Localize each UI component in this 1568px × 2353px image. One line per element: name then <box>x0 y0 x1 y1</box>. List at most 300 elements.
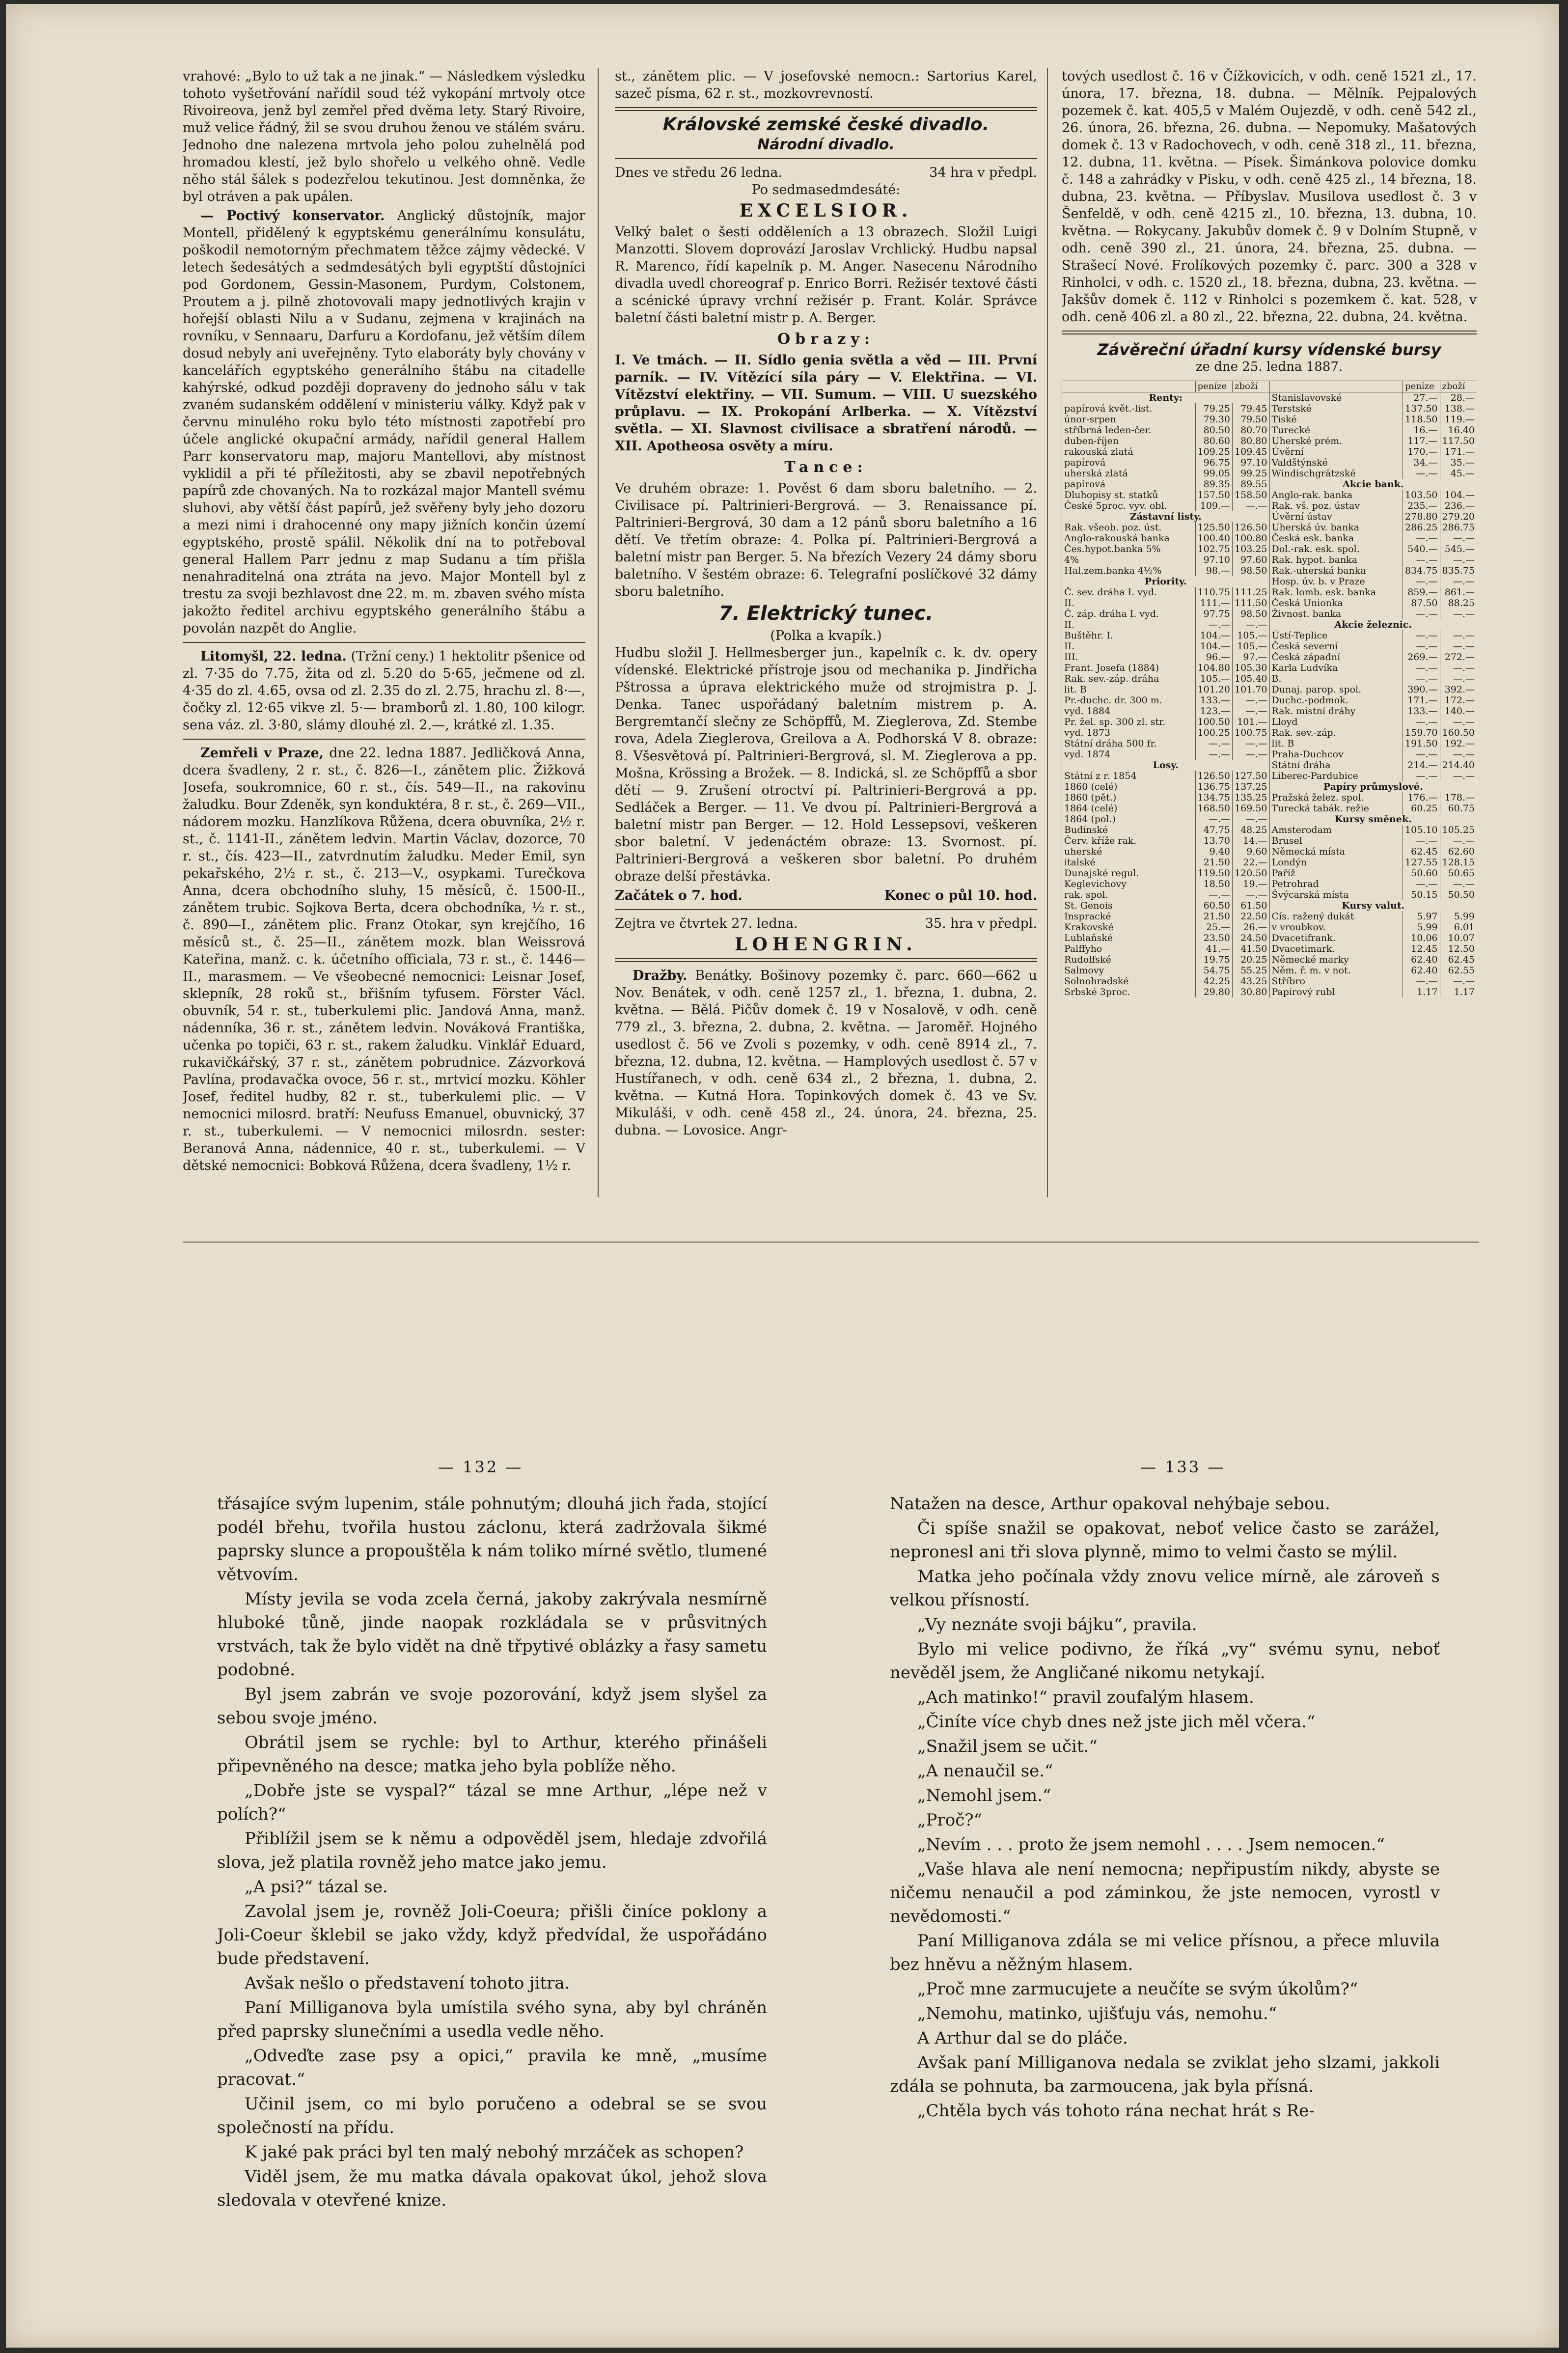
book-paragraph: třásajíce svým lupenim, stále pohnutým; dlouhá jich řada, stojící podél břehu, tvořila hustou záclonu, která zadržovala šikmé paprsky slunce a propouštěla k nám toliko mírné světlo, tlumené větvovím. <box>217 1494 767 1584</box>
security-name: Inspracké <box>1062 911 1196 922</box>
price-goods: 103.25 <box>1233 544 1269 554</box>
column-right <box>1062 68 1477 1197</box>
price-money: 87.50 <box>1403 598 1440 609</box>
column-header: peníze <box>1403 381 1440 392</box>
book-paragraph: Paní Milliganova byla umístila svého syna, aby byl chráněn před paprsky slunečními a usedla vedle něho. <box>217 1998 767 2041</box>
price-goods: —.— <box>1440 663 1477 673</box>
price-money: 109.25 <box>1195 446 1232 457</box>
price-money: 235.— <box>1403 500 1440 511</box>
divider <box>615 107 1037 111</box>
price-money: 390.— <box>1403 684 1440 695</box>
price-goods: —.— <box>1440 717 1477 727</box>
article-deaths-cont: st., zánětem plic. — V josefovské nemocn.: Sartorius Karel, sazeč písma, 62 r. st., mozkovrevností. <box>615 69 1037 101</box>
price-money: 25.— <box>1195 922 1232 933</box>
price-money: 101.20 <box>1195 684 1232 695</box>
table-row <box>1062 814 1269 825</box>
price-money: 18.50 <box>1195 879 1232 889</box>
table-row <box>1062 943 1269 954</box>
security-name: Srbské 3proc. <box>1062 987 1196 997</box>
theatre-subtitle: Národní divadlo. <box>757 136 895 153</box>
security-name: Pražská želez. spol. <box>1269 792 1403 803</box>
table-row <box>1062 749 1269 760</box>
table-row <box>1062 976 1269 987</box>
price-goods: 9.60 <box>1233 846 1269 857</box>
price-goods: 98.50 <box>1233 565 1269 576</box>
price-money: 10.06 <box>1403 933 1440 943</box>
price-goods: —.— <box>1440 630 1477 641</box>
section-label: Renty: <box>1062 392 1269 404</box>
security-name: Stříbro <box>1269 976 1403 987</box>
security-name: Hal.zem.banka 4½% <box>1062 565 1196 576</box>
security-name: Dol.-rak. esk. spol. <box>1269 544 1403 554</box>
price-money: 191.50 <box>1403 738 1440 749</box>
table-row <box>1269 630 1477 641</box>
price-goods: 286.75 <box>1440 522 1477 533</box>
price-money: 100.40 <box>1195 533 1232 544</box>
price-money: 859.— <box>1403 587 1440 598</box>
column-divider <box>1047 68 1048 1197</box>
table-row <box>1269 749 1477 760</box>
tunnel-heading: 7. Elektrický tunec. <box>718 602 934 625</box>
price-goods: 172.— <box>1440 695 1477 706</box>
security-name: Lublaňské <box>1062 933 1196 943</box>
table-section-row <box>1062 392 1269 404</box>
price-money: —.— <box>1403 641 1440 652</box>
security-name: vyd. 1873 <box>1062 727 1196 738</box>
security-name: 1860 (celé) <box>1062 781 1196 792</box>
price-goods: 236.— <box>1440 500 1477 511</box>
column-left <box>183 68 585 1197</box>
price-money: 80.60 <box>1195 436 1232 446</box>
price-goods: 50.65 <box>1440 868 1477 879</box>
price-money: 96.— <box>1195 652 1232 663</box>
price-goods: 61.50 <box>1233 900 1269 911</box>
price-goods: 128.15 <box>1440 857 1477 868</box>
price-money: 119.50 <box>1195 868 1232 879</box>
table-row <box>1062 727 1269 738</box>
price-goods: 100.75 <box>1233 727 1269 738</box>
play-title: EXCELSIOR. <box>739 200 913 221</box>
price-goods: 5.99 <box>1440 911 1477 922</box>
price-money: 97.75 <box>1195 609 1232 619</box>
security-name: II. <box>1062 598 1196 609</box>
price-money: 100.25 <box>1195 727 1232 738</box>
security-name: Papírový rubl <box>1269 987 1403 997</box>
section-label: Kursy valut. <box>1269 900 1477 911</box>
price-money: 54.75 <box>1195 965 1232 976</box>
table-row <box>1269 522 1477 533</box>
price-goods: 171.— <box>1440 446 1477 457</box>
table-row <box>1269 587 1477 598</box>
price-money: 5.97 <box>1403 911 1440 922</box>
price-money: —.— <box>1403 468 1440 479</box>
price-goods: 35.— <box>1440 457 1477 468</box>
price-money: —.— <box>1195 738 1232 749</box>
price-money: 125.50 <box>1195 522 1232 533</box>
price-money: 133.— <box>1195 695 1232 706</box>
security-name: České 5proc. vyv. obl. <box>1062 500 1196 511</box>
price-goods: 101.— <box>1233 717 1269 727</box>
book-page-left <box>217 1492 767 2213</box>
table-row <box>1062 479 1269 490</box>
table-row <box>1269 857 1477 868</box>
price-money: 21.50 <box>1195 911 1232 922</box>
security-name: lit. B <box>1062 684 1196 695</box>
scenes-list: I. Ve tmách. — II. Sídlo genia světla a věd — III. První parník. — IV. Vítězící síla páry — V. Elektřina. — VI. Vítězství elektřiny. — VII. Sumum. — VIII. U suezského průplavu. — IX. Prokopání Arlberka. — X. Vítězství světla. — XI. Slavnost civilisace a sbratření národů. — XII. Apotheosa osvěty a míru. <box>615 353 1037 454</box>
security-name: Rak. lomb. esk. banka <box>1269 587 1403 598</box>
table-row <box>1269 554 1477 565</box>
price-money: 62.40 <box>1403 965 1440 976</box>
security-name: Krakovské <box>1062 922 1196 933</box>
table-row <box>1269 771 1477 781</box>
table-row <box>1269 457 1477 468</box>
book-paragraph: „Vaše hlava ale není nemocna; nepřipustím nikdy, abyste se ničemu nenaučil a pod záminkou, že jste nemocen, vyrostl v nevědomosti.“ <box>890 1859 1440 1926</box>
section-label: Priority. <box>1062 576 1269 587</box>
table-row <box>1269 576 1477 587</box>
price-money: 80.50 <box>1195 425 1232 436</box>
price-money: —.— <box>1403 717 1440 727</box>
security-name: rakouská zlatá <box>1062 446 1196 457</box>
security-name: Česká severní <box>1269 641 1403 652</box>
price-goods: 105.25 <box>1440 825 1477 835</box>
price-money: 170.— <box>1403 446 1440 457</box>
price-goods: 137.25 <box>1233 781 1269 792</box>
table-row <box>1062 425 1269 436</box>
price-goods: 41.50 <box>1233 943 1269 954</box>
table-row <box>1062 717 1269 727</box>
book-paragraph: Natažen na desce, Arthur opakoval nehýbaje sebou. <box>890 1494 1330 1514</box>
table-row <box>1062 900 1269 911</box>
price-goods: —.— <box>1233 500 1269 511</box>
price-money: 159.70 <box>1403 727 1440 738</box>
performance-number: 34 hra v předpl. <box>929 165 1037 180</box>
price-goods: 178.— <box>1440 792 1477 803</box>
table-row <box>1062 792 1269 803</box>
table-row <box>1269 652 1477 663</box>
table-row <box>1062 652 1269 663</box>
book-paragraph: Učinil jsem, co mi bylo poručeno a odebral se se svou společností na přídu. <box>217 2094 767 2137</box>
price-money: 50.60 <box>1403 868 1440 879</box>
security-name: uherská zlatá <box>1062 468 1196 479</box>
price-money: 16.— <box>1403 425 1440 436</box>
book-page-right <box>890 1492 1440 2124</box>
table-row <box>1062 609 1269 619</box>
article-title: Litomyšl, 22. ledna. <box>200 649 347 664</box>
price-money: 105.— <box>1195 673 1232 684</box>
security-name: Pr.-duchc. dr. 300 m. <box>1062 695 1196 706</box>
page-number-left: — 132 — <box>438 1458 523 1476</box>
price-goods: —.— <box>1233 889 1269 900</box>
security-name: uherské <box>1062 846 1196 857</box>
price-goods: 80.80 <box>1233 436 1269 446</box>
table-row <box>1062 403 1269 414</box>
table-row <box>1269 727 1477 738</box>
table-row <box>1269 846 1477 857</box>
column-header: zboží <box>1233 381 1269 392</box>
book-paragraph: „Činíte více chyb dnes než jste jich měl včera.“ <box>917 1712 1316 1732</box>
article-body: Benátky. Bošinovy pozemky č. parc. 660—662 u Nov. Benátek, v odh. ceně 1257 zl., 1. března, 1. dubna, 2. května. — Bělá. Pičův domek č. 19 v Nosalově, v odh. ceně 779 zl., 3. března, 2. dubna, 2. května. — Jaroměř. Hojného usedlost č. 56 ve Zvoli s pozemky, v odh. ceně 8914 zl., 7. března, 12. dubna, 12. května. — Hamplových usedlost č. 57 v Hustířanech, v odh. ceně 634 zl., 2 března, 1. dubna, 2. května. — Kutná Hora. Topinkových domek č. 43 ve Sv. Mikuláši, v odh. ceně 458 zl., 24. února, 24. března, 25. dubna. — Lovosice. Angr- <box>615 968 1037 1138</box>
table-row <box>1269 684 1477 695</box>
table-row <box>1269 403 1477 414</box>
price-money: 96.75 <box>1195 457 1232 468</box>
price-goods: 192.— <box>1440 738 1477 749</box>
table-section-row <box>1269 900 1477 911</box>
end-time: Konec o půl 10. hod. <box>884 888 1037 903</box>
security-name: Č. záp. dráha I. vyd. <box>1062 609 1196 619</box>
dances-heading: Tance: <box>784 459 868 476</box>
book-paragraph: „Snažil jsem se učit.“ <box>917 1737 1098 1756</box>
table-section-row <box>1062 576 1269 587</box>
table-row <box>1269 933 1477 943</box>
security-name: Anglo-rakouská banka <box>1062 533 1196 544</box>
table-row <box>1062 630 1269 641</box>
security-name: Ústí-Teplice <box>1269 630 1403 641</box>
stock-table-left <box>1062 381 1269 997</box>
price-goods: 20.25 <box>1233 954 1269 965</box>
book-paragraph: „Odveďte zase psy a opici,“ pravila ke mně, „musíme pracovat.“ <box>217 2046 767 2089</box>
price-money: 176.— <box>1403 792 1440 803</box>
tomorrow-row <box>615 915 1037 932</box>
price-money: 89.35 <box>1195 479 1232 490</box>
price-goods: 169.50 <box>1233 803 1269 814</box>
price-goods: 127.50 <box>1233 771 1269 781</box>
security-name: Dvacetifrank. <box>1269 933 1403 943</box>
table-row <box>1269 954 1477 965</box>
price-goods: 100.80 <box>1233 533 1269 544</box>
divider <box>615 958 1037 962</box>
price-goods: —.— <box>1440 554 1477 565</box>
price-money: 47.75 <box>1195 825 1232 835</box>
table-row <box>1062 868 1269 879</box>
article-auctions-cont: tových usedlost č. 16 v Čížkovicích, v odh. ceně 1521 zl., 17. února, 17. března, 18. dubna. — Mělník. Pejpalových pozemek č. kat. 405,5 v Malém Oujezdě, v odh. ceně 542 zl., 26. února, 26. března, 26. dubna. — Nepomuky. Mašatových domek č. 13 v Radochovech, v odh. ceně 318 zl., 11. března, 12. dubna, 11. května. — Písek. Šimánkova polovice domku č. 148 a zahrádky v Pisku, v odh. ceně 425 zl., 14 března, 18. dubna, 23. května. — Příbyslav. Musilova usedlost č. 3 v Šenfeldě, v odh. ceně 4215 zl., 10. března, 13. dubna, 10. května. — Rokycany. Jakubův domek č. 9 v Dolním Stupně, v odh. ceně 390 zl., 21. února, 24. března, 25. dubna. — Strašecí Nové. Frolíkových pozemky č. parc. 300 a 328 v Rinholci, v odh. c. 1520 zl., 18. března, dubna, 23. května. — Jakšův domek č. 112 v Rinholci s pozemkem č. kat. 528, v odh. ceně 406 zl. a 80 zl., 22. března, 22. dubna, 24. května. <box>1062 69 1477 325</box>
security-name: Rak. sev.-záp. <box>1269 727 1403 738</box>
security-name: Anglo-rak. banka <box>1269 490 1403 500</box>
price-money: 100.50 <box>1195 717 1232 727</box>
price-goods: —.— <box>1440 976 1477 987</box>
price-money: 21.50 <box>1195 857 1232 868</box>
scenes-heading: Obrazy: <box>777 331 875 348</box>
book-paragraph: Viděl jsem, že mu matka dávala opakovat úkol, jehož slova sledovala v otevřené knize. <box>217 2167 767 2210</box>
tunnel-description: Hudbu složil J. Hellmesberger jun., kapelník c. k. dv. opery vídenské. Elektrické přístroje jsou od mechanika p. Jindřicha Pštrossa a úprava elektrického muže od strojmistra p. J. Denka. Tanec uspořádaný baletním mistrem p. A. Bergremtančí slečny ze Schöpffů, M. Zieglerova, Zd. Stembe rova, Adela Zieglerova, Greilova a A. Podhorská V 8. obraze: 8. Všesvětová pí. Paltrinieri-Bergrová, sl. M. Zieglerova a pp. Mošna, Krössing a Brožek. — 8. Indická, sl. ze Schöpffů a sbor dětí — 9. Zrušení otroctví pí. Paltrinieri-Bergrová a pp. Sedláček a Berger. — 11. Ve dvou pí. Paltrinieri-Bergrová a baletní mistr pan Berger. — 12. Hold Lessepsovi, veškeren sbor baletní. V jedenáctém obraze: 13. Svornost. pí. Paltrinieri-Bergrová a veškeren sbor baletní. Po druhém obraze delší přestávka. <box>615 645 1037 884</box>
price-goods: 104.— <box>1440 490 1477 500</box>
table-row <box>1269 706 1477 717</box>
table-row <box>1269 868 1477 879</box>
price-goods: 392.— <box>1440 684 1477 695</box>
table-row <box>1269 468 1477 479</box>
security-name: Státní dráha <box>1269 760 1403 771</box>
security-name: Státní dráha 500 fr. <box>1062 738 1196 749</box>
security-name: stříbrná leden-čer. <box>1062 425 1196 436</box>
security-name: Rak. sev.-záp. dráha <box>1062 673 1196 684</box>
table-row <box>1269 889 1477 900</box>
price-goods: 62.55 <box>1440 965 1477 976</box>
performance-date-row <box>615 164 1037 181</box>
price-money: 110.75 <box>1195 587 1232 598</box>
price-money: —.— <box>1403 630 1440 641</box>
tunnel-subheading: (Polka a kvapík.) <box>770 628 882 643</box>
book-paragraph: „Nevím . . . proto že jsem nemohl . . . . Jsem nemocen.“ <box>917 1835 1385 1855</box>
security-name: Rak. místní dráhy <box>1269 706 1403 717</box>
article-konservator <box>183 207 585 637</box>
table-row <box>1062 738 1269 749</box>
table-row <box>1269 446 1477 457</box>
price-goods: 99.25 <box>1233 468 1269 479</box>
table-row <box>1269 835 1477 846</box>
table-row <box>1062 533 1269 544</box>
price-goods: 126.50 <box>1233 522 1269 533</box>
price-money: 134.75 <box>1195 792 1232 803</box>
table-row <box>1269 911 1477 922</box>
table-row <box>1062 457 1269 468</box>
price-goods: 140.— <box>1440 706 1477 717</box>
price-goods: 158.50 <box>1233 490 1269 500</box>
table-row <box>1062 933 1269 943</box>
table-row <box>1062 954 1269 965</box>
table-row <box>1062 554 1269 565</box>
performance-date: Dnes ve středu 26 ledna. <box>615 165 783 180</box>
security-name: II. <box>1062 619 1196 630</box>
security-name: Solnohradské <box>1062 976 1196 987</box>
security-name: Čes.hypot.banka 5% <box>1062 544 1196 554</box>
price-money: 103.50 <box>1403 490 1440 500</box>
security-name: Cís. ražený dukát <box>1269 911 1403 922</box>
security-name: III. <box>1062 652 1196 663</box>
security-name: Turecká tabák. režie <box>1269 803 1403 814</box>
price-money: —.— <box>1403 576 1440 587</box>
price-money: 9.40 <box>1195 846 1232 857</box>
table-row <box>1062 544 1269 554</box>
article-market-prices <box>183 648 585 734</box>
price-money: 157.50 <box>1195 490 1232 500</box>
book-paragraph: „Nemohl jsem.“ <box>917 1786 1051 1805</box>
security-name: Úvěrní ústav <box>1269 511 1403 522</box>
table-row <box>1062 522 1269 533</box>
price-goods: 55.25 <box>1233 965 1269 976</box>
table-row <box>1269 663 1477 673</box>
book-paragraph: „Ach matinko!“ pravil zoufalým hlasem. <box>917 1688 1254 1707</box>
table-row <box>1269 392 1477 404</box>
security-name: Rudolfské <box>1062 954 1196 965</box>
price-goods: 16.40 <box>1440 425 1477 436</box>
security-name: St. Genois <box>1062 900 1196 911</box>
article-body: dne 22. ledna 1887. Jedličková Anna, dcera švadleny, 2 r. st., č. 826—I., zánětem plic. Žižková Josefa, soukromnice, 60 r. st., čís. 549—II., na rakovinu žaludku. Bour Zdeněk, syn konduktéra, 8 r. st., č. 269—VII., nádorem mozku. Hanzlíkova Růžena, dcera obuvníka, 2½ r. st., č. 1141-II., zánětem ledvin. Martin Václav, dozorce, 70 r. st., čís. 423—II., zatvrdnutím žaludku. Meder Emil, syn pekařského, 2½ r. st., č. 213—V., osypkami. Turečkova Anna, dcera obchodního sluhy, 15 měsíců, č. 1500-II., zánětem trubic. Sojkova Berta, dcera obchodníka, ½ r. st., č. 890—I., zánětem plic. Franz Otokar, syn krejčího, 16 měsíců st., č. 25—II., zánětem mozk. blan Weissrová Kateřina, manž. c. k. účetního officiala, 73 r. st., č. 1446—II., marasmem. — Ve všeobecné nemocnici: Leisnar Josef, sklepník, 28 roků st., břišním tyfusem. Förster Václ. obuvník, 54 r. st., tuberkulemi plic. Jandová Anna, manž. nádenníka, 36 r. st., zánětem ledvin. Nováková Františka, učenka po topiči, 63 r. st., rakem žaludku. Vinklář Eduard, rukavičkářský, 37 r. st., zánětem pobrudnice. Zázvorková Pavlína, prodavačka ovoce, 56 r. st., mrtvicí mozku. Köhler Josef, ředitel hudby, 82 r. st., tuberkulemi plic. — V nemocnici milosrd. bratří: Neufuss Emanuel, obuvnický, 37 r. st., tuberkulemi. — V nemocnici milosrdn. sester: Beranová Anna, nádennice, 40 r. st., tuberkulemi. — V dětské nemocnici: Bobková Růžena, dcera švadleny, 1½ r. <box>183 746 585 1173</box>
security-name: Dvacetimark. <box>1269 943 1403 954</box>
table-row <box>1062 598 1269 609</box>
table-row <box>1062 436 1269 446</box>
price-money: 109.— <box>1195 500 1232 511</box>
start-time: Začátek o 7. hod. <box>615 888 743 903</box>
security-name: Něm. ř. m. v not. <box>1269 965 1403 976</box>
book-paragraph: „Proč mne zarmucujete a neučíte se svým úkolům?“ <box>917 1979 1358 1999</box>
price-goods: 19.— <box>1233 879 1269 889</box>
theatre-title: Královské zemské české divadlo. <box>662 114 990 135</box>
table-row <box>1269 425 1477 436</box>
price-money: —.— <box>1403 673 1440 684</box>
security-name: Liberec-Pardubice <box>1269 771 1403 781</box>
price-goods: 12.50 <box>1440 943 1477 954</box>
price-goods: 111.25 <box>1233 587 1269 598</box>
table-row <box>1062 911 1269 922</box>
table-row <box>1062 565 1269 576</box>
table-row <box>1269 598 1477 609</box>
price-goods: 272.— <box>1440 652 1477 663</box>
table-row <box>1269 436 1477 446</box>
security-name: Karla Ludvíka <box>1269 663 1403 673</box>
security-name: Rak. vš. poz. ústav <box>1269 500 1403 511</box>
table-row <box>1062 879 1269 889</box>
price-goods: 62.60 <box>1440 846 1477 857</box>
security-name: Brusel <box>1269 835 1403 846</box>
price-goods: 279.20 <box>1440 511 1477 522</box>
price-goods: —.— <box>1233 619 1269 630</box>
table-row <box>1062 695 1269 706</box>
price-money: —.— <box>1403 554 1440 565</box>
price-money: 41.— <box>1195 943 1232 954</box>
price-money: 13.70 <box>1195 835 1232 846</box>
security-name: papírová květ.-list. <box>1062 403 1196 414</box>
book-paragraph: „Chtěla bych vás tohoto rána nechat hrát s Re- <box>917 2101 1315 2121</box>
price-money: 133.— <box>1403 706 1440 717</box>
price-goods: 835.75 <box>1440 565 1477 576</box>
price-goods: 45.— <box>1440 468 1477 479</box>
price-goods: 138.— <box>1440 403 1477 414</box>
book-paragraph: Místy jevila se voda zcela černá, jakoby zakrývala nesmírně hluboké tůně, jinde naopak rozkládala se v průsvitných vrstvách, tak že bylo vidět na dně třpytivé oblázky a řasy sametu podobné. <box>217 1589 767 1680</box>
security-name: B. <box>1269 673 1403 684</box>
price-money: —.— <box>1403 749 1440 760</box>
security-name: Česká Unionka <box>1269 598 1403 609</box>
price-goods: 101.70 <box>1233 684 1269 695</box>
table-section-row <box>1062 760 1269 771</box>
book-paragraph: „Dobře jste se vyspal?“ tázal se mne Arthur, „lépe než v polích?“ <box>217 1781 767 1824</box>
article-title: Zemřeli v Praze, <box>200 746 324 761</box>
security-name: Živnost. banka <box>1269 609 1403 619</box>
divider <box>615 158 1037 159</box>
price-money: 540.— <box>1403 544 1440 554</box>
price-goods: —.— <box>1440 749 1477 760</box>
article-rivoire: vrahové: „Bylo to už tak a ne jinak.“ — Následkem výsledku tohoto vyšetřování nařídil soud též vykopání mrtvoly otce Rivoireova, jenž byl zemřel před dvěma lety. Starý Rivoire, muž velice řádný, žil se svou druhou ženou ve stálém sváru. Jednoho dne nalezena mrtvola jeho polou zuhelnělá pod hromadou klestí, jež bylo shořelo u velkého ohně. Vedle něho stál šálek s podezřelou tekutinou. Jest domněnka, že byl otráven a pak upálen. <box>183 69 585 204</box>
table-row <box>1269 544 1477 554</box>
price-goods: 88.25 <box>1440 598 1477 609</box>
table-row <box>1062 587 1269 598</box>
article-deaths <box>183 745 585 1174</box>
performance-count: Po sedmasedmdesáté: <box>751 182 901 197</box>
security-name: v vroubkov. <box>1269 922 1403 933</box>
security-name: Tiské <box>1269 414 1403 425</box>
table-row <box>1062 684 1269 695</box>
price-money: 269.— <box>1403 652 1440 663</box>
table-row <box>1269 803 1477 814</box>
price-goods: —.— <box>1233 695 1269 706</box>
table-row <box>1062 706 1269 717</box>
price-money: —.— <box>1195 889 1232 900</box>
price-goods: 79.45 <box>1233 403 1269 414</box>
price-goods: 22.50 <box>1233 911 1269 922</box>
play-description: Velký balet o šesti odděleních a 13 obrazech. Složil Luigi Manzotti. Slovem doprovází Jaroslav Vrchlický. Hudbu napsal R. Marenco, řídí kapelník p. M. Anger. Nasecenu Národního divadla uvedl choreograf p. Enrico Borri. Režisér textové části a scénické úpravy vrchní režisér p. Frant. Kolár. Správce baletní části baletní mistr p. A. Berger. <box>615 224 1037 326</box>
table-row <box>1062 803 1269 814</box>
price-money: —.— <box>1403 879 1440 889</box>
table-row <box>1062 673 1269 684</box>
price-money: 104.— <box>1195 641 1232 652</box>
price-money: 118.50 <box>1403 414 1440 425</box>
table-section-row <box>1269 479 1477 490</box>
price-goods: 1.17 <box>1440 987 1477 997</box>
start-end-row <box>615 887 1037 904</box>
price-money: 42.25 <box>1195 976 1232 987</box>
price-money: 97.10 <box>1195 554 1232 565</box>
section-label: Losy. <box>1062 760 1269 771</box>
security-name: únor-srpen <box>1062 414 1196 425</box>
column-header: zboží <box>1440 381 1477 392</box>
